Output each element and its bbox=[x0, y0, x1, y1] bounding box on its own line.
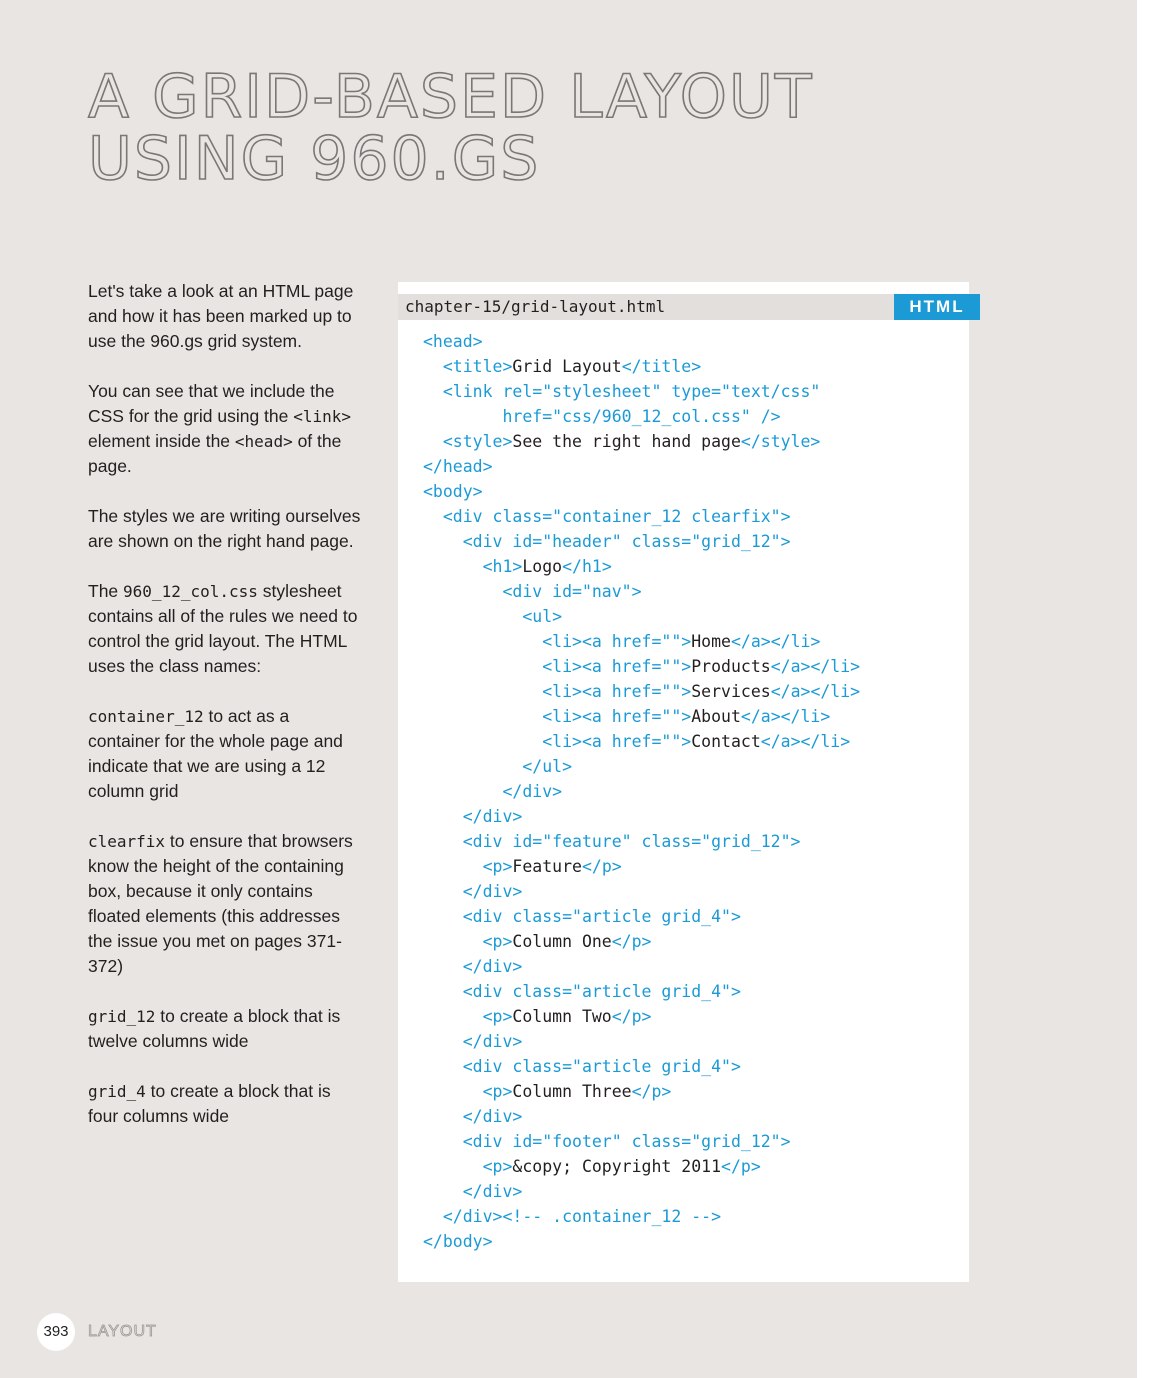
code-line bbox=[423, 1204, 860, 1229]
code-markup: </ul> bbox=[423, 757, 573, 776]
code-markup: <div id="nav"> bbox=[423, 582, 642, 601]
code-markup: <p> bbox=[423, 1157, 513, 1176]
code-markup: <ul> bbox=[423, 607, 563, 626]
inline-code: <head> bbox=[234, 432, 293, 451]
code-text: Products bbox=[691, 657, 771, 676]
code-line bbox=[423, 629, 860, 654]
code-markup: </p> bbox=[611, 1007, 652, 1026]
code-line bbox=[423, 1104, 860, 1129]
code-markup: </div> bbox=[423, 1107, 523, 1126]
code-language-badge: HTML bbox=[894, 294, 980, 320]
code-markup: </div> bbox=[423, 782, 563, 801]
code-markup: <style> bbox=[423, 432, 513, 451]
code-markup: </title> bbox=[621, 357, 702, 376]
code-markup: <div class="article grid_4"> bbox=[423, 907, 741, 926]
code-line bbox=[423, 904, 860, 929]
prose-run: The styles we are writing ourselves are shown on the right hand page. bbox=[88, 506, 361, 551]
code-line bbox=[423, 1179, 860, 1204]
code-text: About bbox=[691, 707, 741, 726]
code-markup: </div> bbox=[423, 1182, 523, 1201]
code-panel bbox=[398, 282, 969, 1282]
page-edge bbox=[1137, 0, 1172, 1378]
code-markup: </head> bbox=[423, 457, 493, 476]
code-line bbox=[423, 829, 860, 854]
code-text: &copy; Copyright 2011 bbox=[512, 1157, 722, 1176]
code-markup: <p> bbox=[423, 932, 513, 951]
inline-code: grid_4 bbox=[88, 1082, 146, 1101]
intro-paragraph bbox=[88, 279, 363, 354]
code-markup: <div class="article grid_4"> bbox=[423, 982, 741, 1001]
code-line bbox=[423, 654, 860, 679]
code-line bbox=[423, 729, 860, 754]
code-line bbox=[423, 379, 860, 404]
code-line bbox=[423, 779, 860, 804]
code-line bbox=[423, 679, 860, 704]
code-text: Column One bbox=[512, 932, 612, 951]
intro-paragraph bbox=[88, 829, 363, 979]
code-line bbox=[423, 329, 860, 354]
code-markup: <div class="article grid_4"> bbox=[423, 1057, 741, 1076]
code-markup: <li><a href=""> bbox=[423, 632, 692, 651]
code-markup: <p> bbox=[423, 857, 513, 876]
code-line bbox=[423, 1129, 860, 1154]
code-markup: </p> bbox=[721, 1157, 761, 1176]
code-markup: <li><a href=""> bbox=[423, 657, 692, 676]
code-text: Home bbox=[691, 632, 731, 651]
code-markup: <div id="footer" class="grid_12"> bbox=[423, 1132, 791, 1151]
inline-code: 960_12_col.css bbox=[123, 582, 258, 601]
prose-run: element inside the bbox=[88, 431, 235, 451]
code-line bbox=[423, 554, 860, 579]
code-line bbox=[423, 504, 860, 529]
code-text: Grid Layout bbox=[512, 357, 622, 376]
prose-run: to create a block that is four columns wide bbox=[88, 1081, 331, 1126]
code-markup: <body> bbox=[423, 482, 483, 501]
intro-paragraph bbox=[88, 1079, 363, 1129]
code-markup: </body> bbox=[423, 1232, 493, 1251]
code-markup: </a></li> bbox=[730, 632, 821, 651]
intro-paragraph bbox=[88, 504, 363, 554]
code-markup: </a></li> bbox=[770, 657, 861, 676]
code-line bbox=[423, 1154, 860, 1179]
code-text: Logo bbox=[522, 557, 563, 576]
inline-code: <link> bbox=[293, 407, 352, 426]
code-line bbox=[423, 579, 860, 604]
code-markup: </style> bbox=[740, 432, 821, 451]
code-markup: <li><a href=""> bbox=[423, 732, 692, 751]
code-line bbox=[423, 1004, 860, 1029]
code-line bbox=[423, 429, 860, 454]
code-line bbox=[423, 479, 860, 504]
code-markup: href="css/960_12_col.css" /> bbox=[423, 407, 781, 426]
code-markup: <head> bbox=[423, 332, 483, 351]
intro-paragraph bbox=[88, 704, 363, 804]
code-markup: </p> bbox=[581, 857, 622, 876]
prose-run: to create a block that is twelve columns wide bbox=[88, 1006, 341, 1051]
code-markup: </a></li> bbox=[740, 707, 831, 726]
intro-paragraph bbox=[88, 579, 363, 679]
code-line bbox=[423, 954, 860, 979]
code-text: Column Two bbox=[512, 1007, 612, 1026]
code-filename: chapter-15/grid-layout.html bbox=[405, 297, 666, 316]
inline-code: clearfix bbox=[88, 832, 166, 851]
code-text: Services bbox=[691, 682, 771, 701]
prose-run: You can see that we include the CSS for the grid using the bbox=[88, 381, 335, 426]
code-line bbox=[423, 704, 860, 729]
code-line bbox=[423, 804, 860, 829]
code-line bbox=[423, 1079, 860, 1104]
code-header bbox=[398, 294, 969, 320]
code-markup: <title> bbox=[423, 357, 513, 376]
code-markup: </div> bbox=[423, 807, 523, 826]
code-line bbox=[423, 1029, 860, 1054]
code-markup: <div class="container_12 clearfix"> bbox=[423, 507, 791, 526]
prose-run: stylesheet contains all of the rules we need to control the grid layout. The HTML uses the class names: bbox=[88, 581, 358, 676]
code-markup: <div id="header" class="grid_12"> bbox=[423, 532, 791, 551]
code-text: Column Three bbox=[512, 1082, 632, 1101]
inline-code: container_12 bbox=[88, 707, 204, 726]
prose-run: of the page. bbox=[88, 431, 342, 476]
code-markup: </div> bbox=[423, 957, 523, 976]
prose-run: Let's take a look at an HTML page and how it has been marked up to use the 960.gs grid system. bbox=[88, 281, 354, 351]
code-line bbox=[423, 754, 860, 779]
prose-run: The bbox=[88, 581, 124, 601]
code-markup: </a></li> bbox=[760, 732, 851, 751]
code-markup: </div><!-- .container_12 --> bbox=[423, 1207, 722, 1226]
code-line bbox=[423, 529, 860, 554]
code-line bbox=[423, 854, 860, 879]
code-markup: </p> bbox=[611, 932, 652, 951]
code-markup: <div id="feature" class="grid_12"> bbox=[423, 832, 801, 851]
code-line bbox=[423, 604, 860, 629]
code-markup: <p> bbox=[423, 1007, 513, 1026]
code-text: Feature bbox=[512, 857, 582, 876]
code-listing bbox=[423, 329, 860, 1254]
title-line-1: A GRID-BASED LAYOUT bbox=[88, 62, 814, 132]
intro-text bbox=[88, 279, 363, 1154]
page-title bbox=[88, 62, 814, 194]
code-markup: </h1> bbox=[562, 557, 612, 576]
prose-run: to act as a container for the whole page and indicate that we are using a 12 column grid bbox=[88, 706, 343, 801]
code-markup: </p> bbox=[631, 1082, 672, 1101]
section-label: LAYOUT bbox=[88, 1323, 157, 1340]
intro-paragraph bbox=[88, 379, 363, 479]
code-line bbox=[423, 929, 860, 954]
code-text: See the right hand page bbox=[512, 432, 741, 451]
code-markup: <link rel="stylesheet" type="text/css" bbox=[423, 382, 821, 401]
title-line-2: USING 960.GS bbox=[88, 124, 541, 194]
code-markup: <p> bbox=[423, 1082, 513, 1101]
intro-paragraph bbox=[88, 1004, 363, 1054]
code-line bbox=[423, 979, 860, 1004]
code-line bbox=[423, 404, 860, 429]
code-markup: <h1> bbox=[423, 557, 523, 576]
page-number: 393 bbox=[37, 1313, 75, 1351]
code-line bbox=[423, 1054, 860, 1079]
inline-code: grid_12 bbox=[88, 1007, 156, 1026]
code-line bbox=[423, 879, 860, 904]
code-line bbox=[423, 1229, 860, 1254]
prose-run: to ensure that browsers know the height of the containing box, because it only contains floated elements (this addresses the issue you met on pages 371-372) bbox=[88, 831, 353, 976]
code-markup: </div> bbox=[423, 1032, 523, 1051]
code-line bbox=[423, 354, 860, 379]
code-markup: <li><a href=""> bbox=[423, 682, 692, 701]
code-line bbox=[423, 454, 860, 479]
code-markup: </div> bbox=[423, 882, 523, 901]
code-markup: </a></li> bbox=[770, 682, 861, 701]
code-markup: <li><a href=""> bbox=[423, 707, 692, 726]
code-text: Contact bbox=[691, 732, 761, 751]
